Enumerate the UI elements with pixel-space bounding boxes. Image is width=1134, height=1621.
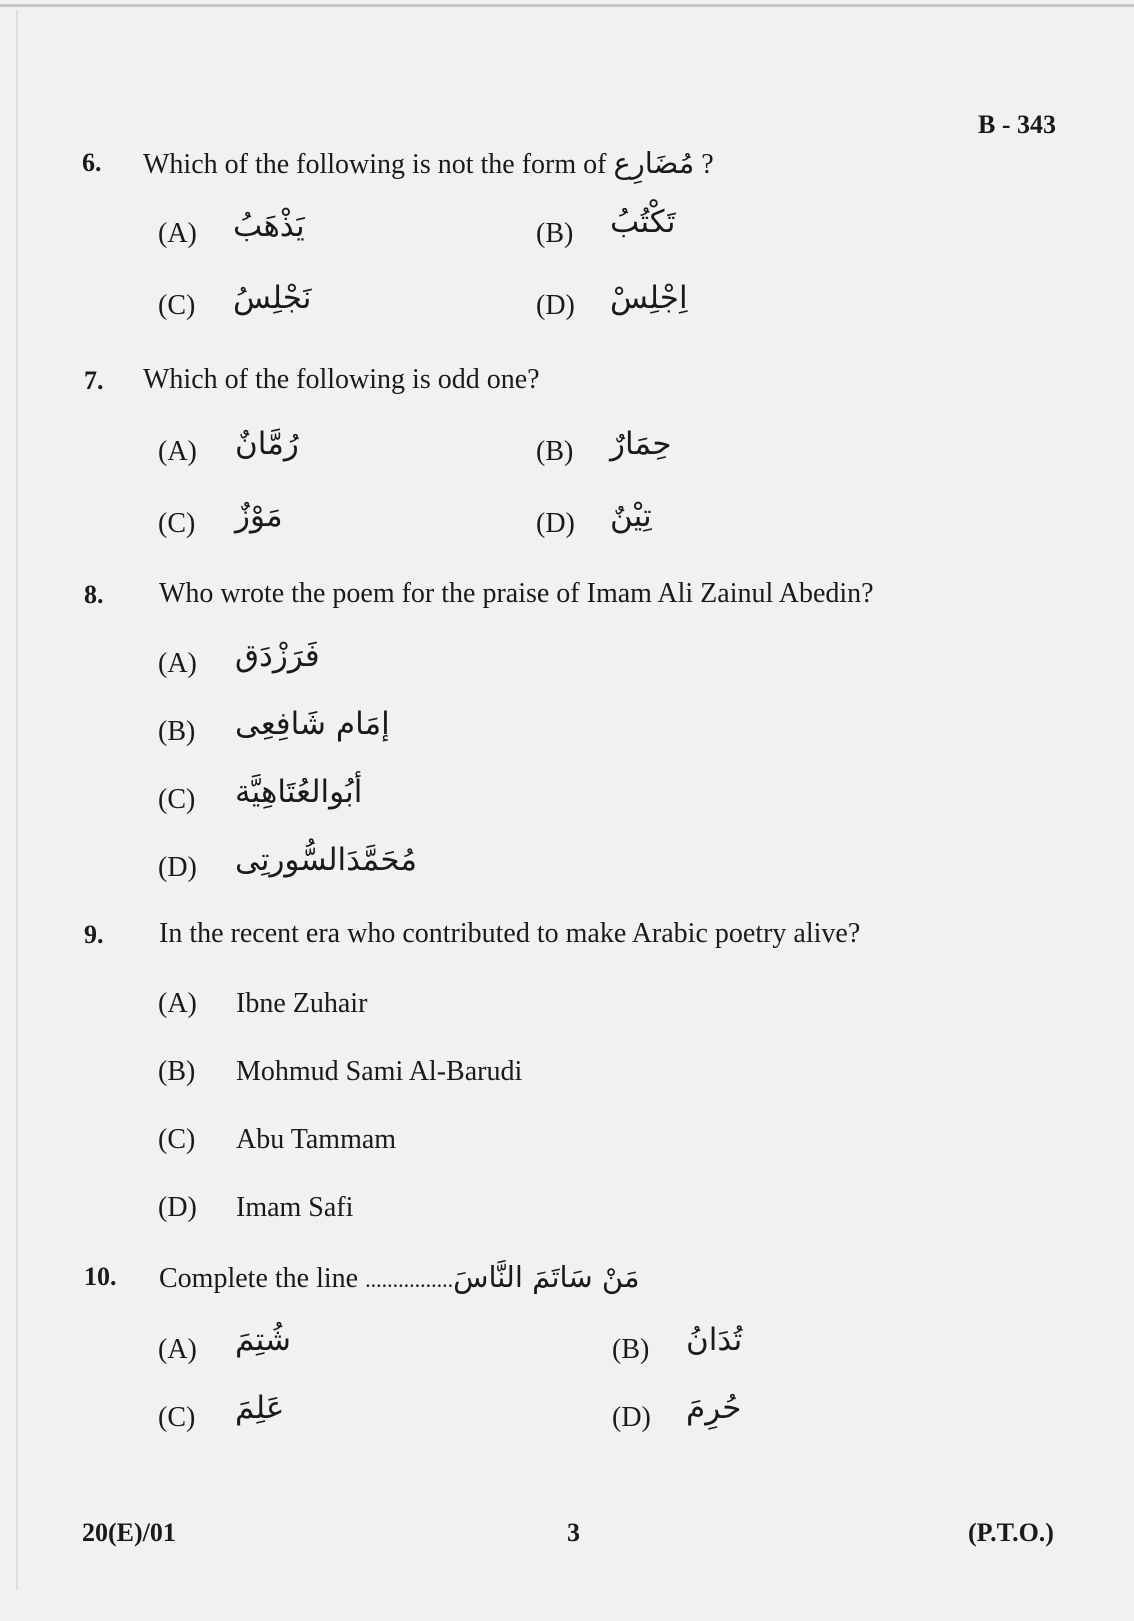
option-text: شُتِمَ [235,1322,291,1358]
option-label: (C) [158,1124,196,1155]
option-text: Imam Safi [236,1192,354,1223]
question-number: 6. [82,148,102,177]
option-label: (D) [536,508,575,539]
option-text: Ibne Zuhair [236,988,368,1019]
option-text: رُمَّانٌ [235,426,299,462]
question-text: Complete the line ................مَنْ سَاتَمَ النَّاسَ [159,1260,640,1294]
option-text: تِيْنٌ [610,498,652,534]
blank-dots: ................ [365,1267,454,1292]
option-label: (B) [612,1334,650,1365]
option-text: أبُوالعُتَاهِيَّة [235,774,363,810]
question-text: In the recent era who contributed to make Arabic poetry alive? [159,918,861,949]
option-text: اِجْلِسْ [610,280,688,316]
page-number: 3 [567,1518,580,1547]
question-number: 8. [84,580,104,609]
option-label: (C) [158,784,196,815]
page-left-edge [16,10,18,1590]
question-text: Who wrote the poem for the praise of Imam Ali Zainul Abedin? [159,578,874,609]
option-text: تُدَانُ [686,1322,743,1358]
pto-note: (P.T.O.) [968,1518,1054,1547]
option-label: (D) [612,1402,651,1433]
option-label: (A) [158,1334,197,1365]
option-text: نَجْلِسُ [233,280,312,316]
option-label: (D) [536,290,575,321]
option-label: (B) [536,436,574,467]
option-text: حِمَارٌ [610,426,672,462]
question-number: 9. [84,920,104,949]
option-label: (B) [536,218,574,249]
question-number: 10. [84,1262,117,1291]
option-text: تَكْتُبُ [610,204,676,240]
option-label: (C) [158,1402,196,1433]
page-top-edge [0,4,1134,7]
option-text: مَوْزٌ [235,498,283,534]
option-text: Abu Tammam [236,1124,397,1155]
option-label: (C) [158,290,196,321]
option-text: إمَام شَافِعِى [235,706,390,742]
arabic-term: مُضَارِع [613,146,695,180]
paper-code: B - 343 [978,110,1056,139]
option-label: (C) [158,508,196,539]
option-label: (D) [158,1192,197,1223]
option-text: يَذْهَبُ [233,208,305,244]
option-label: (D) [158,852,197,883]
option-label: (A) [158,436,197,467]
option-label: (A) [158,218,197,249]
option-label: (B) [158,1056,196,1087]
option-text: عَلِمَ [235,1390,285,1426]
option-label: (A) [158,648,197,679]
footer-code: 20(E)/01 [82,1518,176,1547]
question-text: Which of the following is odd one? [143,364,540,395]
option-text: فَرَزْدَق [235,638,320,674]
option-text: مُحَمَّدَالسُّورتِى [235,842,417,878]
question-text: Which of the following is not the form of مُضَارِع ? [143,146,714,180]
question-number: 7. [84,366,104,395]
option-label: (B) [158,716,196,747]
option-label: (A) [158,988,197,1019]
arabic-phrase: مَنْ سَاتَمَ النَّاسَ [453,1260,640,1294]
option-text: Mohmud Sami Al-Barudi [236,1056,523,1087]
option-text: حُرِمَ [686,1390,742,1426]
